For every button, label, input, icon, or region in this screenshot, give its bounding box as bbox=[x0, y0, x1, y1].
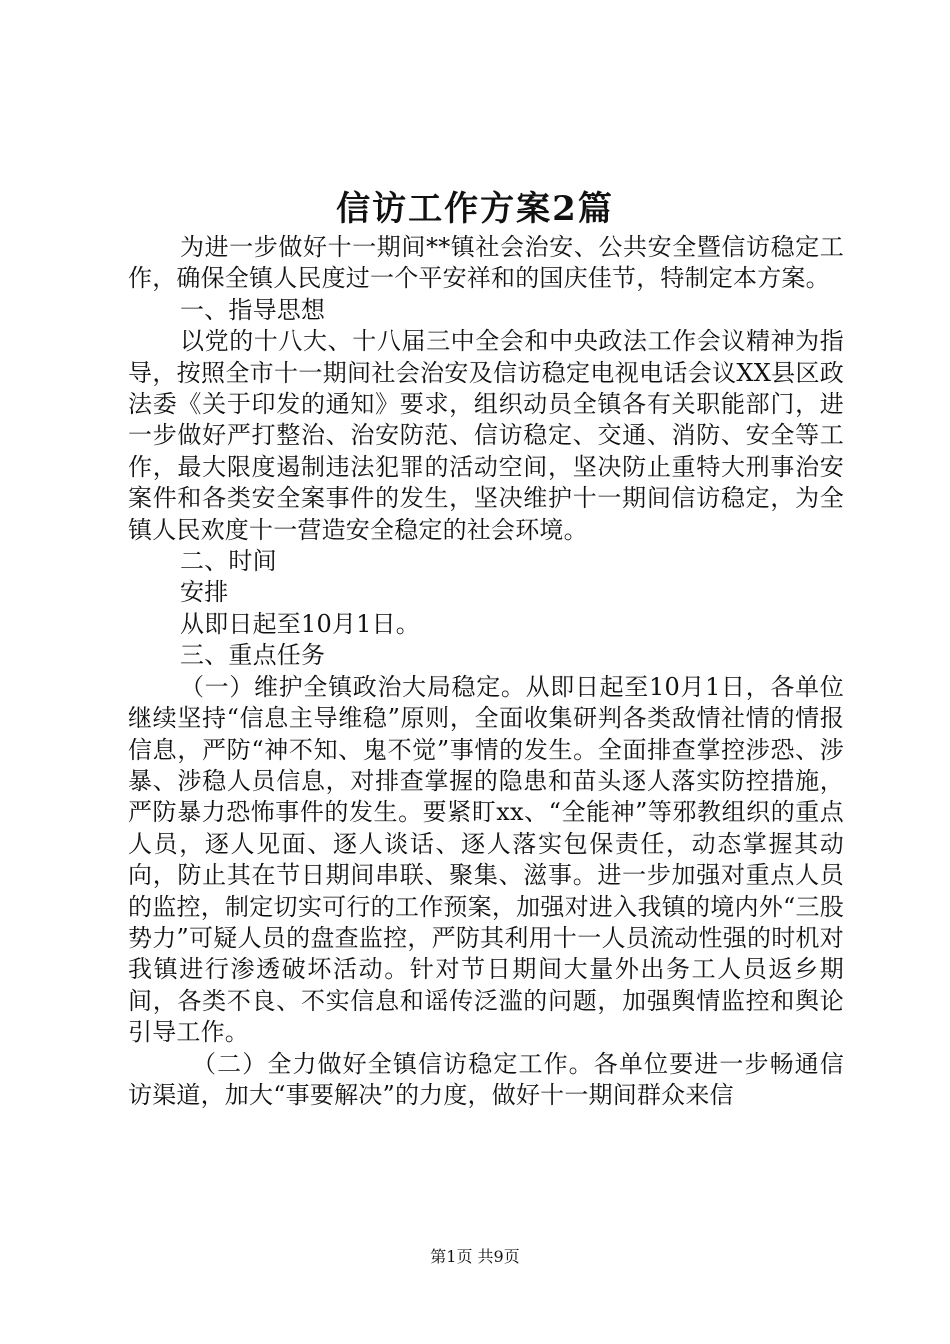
guiding-thought-paragraph: 以党的十八大、十八届三中全会和中央政法工作会议精神为指导，按照全市十一期间社会治安及信访稳定电视电话会议XX县区政法委《关于印发的通知》要求，组织动员全镇各有关职能部门，进一步做好严打整治、治安防范、信访稳定、交通、消防、安全等工作，最大限度遏制违法犯罪的活动空间，坚决防止重特大刑事治安案件和各类安全案事件的发生，坚决维护十一期间信访稳定，为全镇人民欢度十一营造安全稳定的社会环境。 bbox=[128, 327, 844, 544]
page-footer: 第1页 共9页 bbox=[430, 1247, 520, 1266]
section-heading-guiding-thought: 一、指导思想 bbox=[180, 295, 326, 324]
time-arrangement-label: 安排 bbox=[180, 578, 229, 607]
intro-paragraph: 为进一步做好十一期间**镇社会治安、公共安全暨信访稳定工作，确保全镇人民度过一个平安祥和的国庆佳节，特制定本方案。 bbox=[128, 233, 844, 293]
document-title: 信访工作方案2篇 bbox=[336, 189, 614, 229]
document-body bbox=[128, 232, 844, 1111]
task-one-paragraph: （一）维护全镇政治大局稳定。从即日起至10月1日，各单位继续坚持“信息主导维稳”原则，全面收集研判各类敌情社情的情报信息，严防“神不知、鬼不觉”事情的发生。全面排查掌控涉恐、涉暴、涉稳人员信息，对排查掌握的隐患和苗头逐人落实防控措施，严防暴力恐怖事件的发生。要紧盯xx、“全能神”等邪教组织的重点人员，逐人见面、逐人谈话、逐人落实包保责任，动态掌握其动向，防止其在节日期间串联、聚集、滋事。进一步加强对重点人员的监控，制定切实可行的工作预案，加强对进入我镇的境内外“三股势力”可疑人员的盘查监控，严防其利用十一人员流动性强的时机对我镇进行渗透破坏活动。针对节日期间大量外出务工人员返乡期间，各类不良、不实信息和谣传泛滥的问题，加强舆情监控和舆论引导工作。 bbox=[128, 672, 844, 1047]
task-two-paragraph: （二）全力做好全镇信访稳定工作。各单位要进一步畅通信访渠道，加大“事要解决”的力度，做好十一期间群众来信 bbox=[128, 1049, 844, 1109]
section-heading-key-tasks: 三、重点任务 bbox=[180, 641, 326, 670]
section-heading-time: 二、时间 bbox=[180, 547, 277, 576]
time-range-paragraph: 从即日起至10月1日。 bbox=[180, 609, 421, 638]
